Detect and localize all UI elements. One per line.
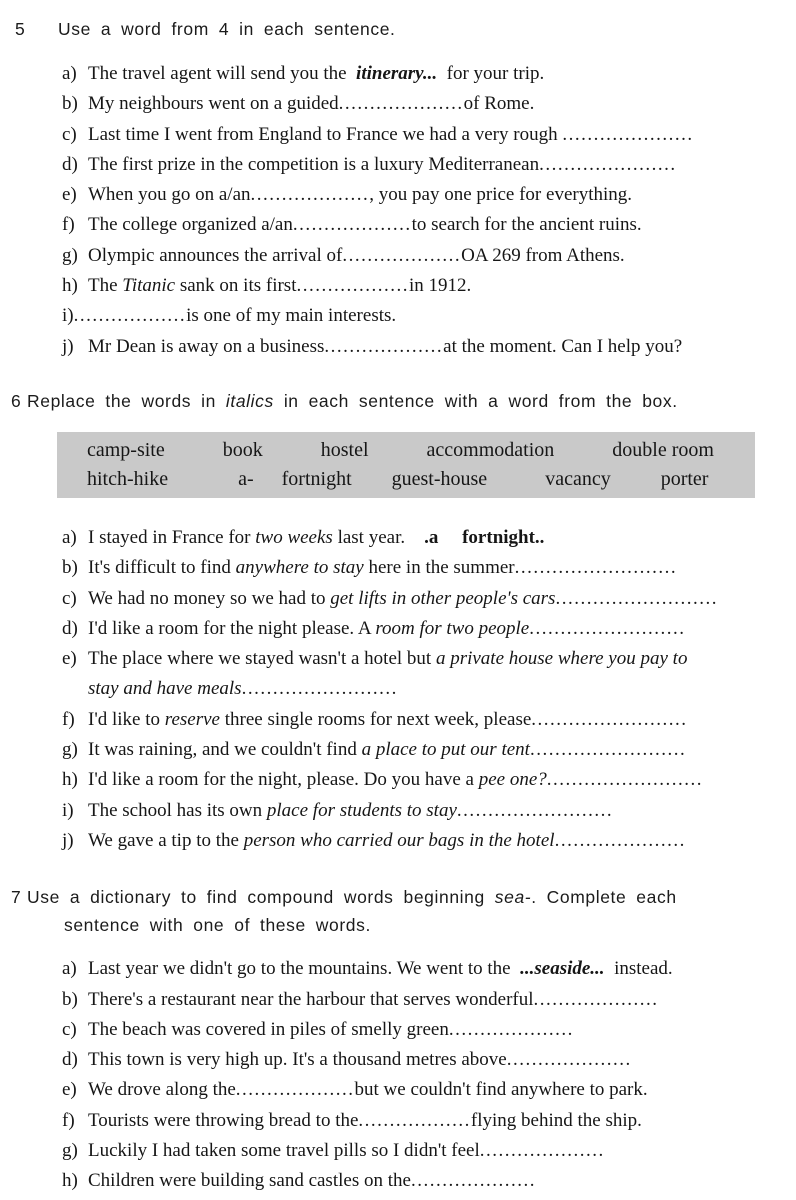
exercise-item (62, 150, 796, 180)
answer-blank-dots: .......................... (514, 557, 678, 579)
exercise-items (62, 954, 796, 1196)
text-segment: to search for the ancient ruins. (411, 214, 642, 236)
item-content (88, 644, 796, 705)
item-line (88, 614, 796, 644)
item-label: f) (62, 214, 75, 236)
item-label: g) (62, 244, 78, 266)
exercise-item (62, 765, 796, 795)
item-line (88, 705, 796, 735)
text-segment: sea- (494, 887, 532, 908)
answer-blank-dots: ......................... (529, 739, 687, 761)
text-segment: I stayed in France for (88, 526, 256, 548)
item-label: b) (62, 93, 78, 115)
word-box-item: fortnight (281, 467, 352, 490)
exercise-item (62, 301, 796, 331)
item-label: i) (62, 305, 74, 327)
answer-blank-dots: ......................... (531, 708, 688, 730)
answer-blank-dots: ......................... (529, 617, 686, 639)
answer-blank-dots: ................... (250, 184, 370, 206)
text-segment: The travel agent will send you the (88, 63, 357, 84)
answer-blank-dots: .................... (479, 1140, 605, 1162)
text-segment: Last time I went from England to France we had a very rough (88, 123, 563, 145)
text-segment: get lifts in other people's cars (330, 587, 556, 609)
item-content (88, 584, 796, 614)
item-label: h) (62, 275, 78, 297)
text-segment: , you pay one price for everything. (369, 184, 633, 206)
word-box-item: camp-site (87, 438, 165, 461)
item-content (88, 1015, 796, 1045)
word-box-item: a- (238, 467, 254, 490)
item-line (88, 1015, 796, 1045)
item-content (88, 271, 796, 301)
item-line (88, 826, 796, 856)
item-content (88, 1075, 796, 1105)
answer-blank-dots: .................. (296, 275, 409, 297)
answer-blank-dots: .................... (506, 1049, 632, 1071)
item-label: e) (62, 184, 77, 206)
text-segment: Last year we didn't go to the mountains. We went to the (88, 958, 521, 980)
answer-blank-dots: .................... (410, 1170, 536, 1192)
word-box-item: hostel (320, 438, 369, 461)
item-label: c) (62, 587, 77, 609)
text-segment: The place where we stayed wasn't a hotel but (88, 648, 436, 670)
answer-text: ...seaside... (520, 958, 605, 980)
text-segment: flying behind the ship. (470, 1109, 642, 1131)
text-segment: The college organized a/an (88, 214, 293, 236)
item-line (88, 765, 796, 795)
item-label: f) (62, 1109, 75, 1131)
item-content (88, 150, 796, 180)
text-segment: Titanic (122, 275, 176, 297)
item-content (88, 705, 796, 735)
exercise-title-line (27, 884, 677, 910)
word-box-item: book (222, 438, 263, 461)
exercise-item (62, 1015, 796, 1045)
text-segment: at the moment. Can I help you? (443, 335, 683, 357)
item-label: e) (62, 648, 77, 670)
text-segment: pee one? (478, 769, 547, 791)
item-content (88, 59, 796, 89)
item-line (88, 150, 796, 180)
item-content (88, 1106, 796, 1136)
item-line (88, 332, 796, 362)
exercise-item (62, 523, 796, 553)
item-label: a) (62, 958, 77, 980)
exercise-item (62, 644, 796, 705)
text-segment: in each sentence with a word from the box. (273, 390, 678, 411)
text-segment: of Rome. (463, 93, 535, 115)
item-line (88, 1136, 796, 1166)
item-line (88, 644, 796, 674)
item-content (88, 241, 796, 271)
word-box (57, 432, 755, 498)
answer-blank-dots: ................... (292, 214, 412, 236)
text-segment: I'd like to (88, 708, 165, 730)
text-segment: Mr Dean is away on a business (88, 335, 325, 357)
text-segment: but we couldn't find anywhere to park. (354, 1079, 648, 1101)
text-segment: I'd like a room for the night, please. Do you have a (88, 769, 479, 791)
exercise-item (62, 332, 796, 362)
answer-blank-dots: ...................... (539, 153, 677, 175)
exercise-title (27, 884, 677, 941)
text-segment: This town is very high up. It's a thousand metres above (88, 1049, 507, 1071)
exercise-item (62, 59, 796, 89)
text-segment: a private house where you pay to (435, 648, 688, 670)
exercise-item (62, 120, 796, 150)
answer-blank-dots: ......................... (456, 799, 614, 821)
item-content (88, 1166, 796, 1196)
answer-blank-dots: .......................... (555, 587, 718, 609)
item-content (88, 1045, 796, 1075)
text-segment: We drove along the (88, 1079, 236, 1101)
exercise-item (62, 584, 796, 614)
text-segment: italics (225, 390, 274, 411)
item-line (88, 241, 796, 271)
item-line (88, 1166, 796, 1196)
item-content (88, 89, 796, 119)
exercise-title-line (58, 16, 396, 42)
item-label: g) (62, 1140, 78, 1162)
answer-blank-dots: .................... (338, 93, 464, 115)
item-line (88, 674, 796, 704)
text-segment: here in the summer (363, 557, 515, 579)
text-segment: We gave a tip to the (88, 829, 244, 851)
exercise-items (62, 523, 796, 856)
item-line (88, 1106, 796, 1136)
answer-blank-dots: ..................... (554, 829, 686, 851)
item-line (88, 553, 796, 583)
item-label: c) (62, 123, 77, 145)
exercise-item (62, 796, 796, 826)
item-label: b) (62, 988, 78, 1010)
exercise-item (62, 553, 796, 583)
word-box-item: accommodation (426, 438, 555, 461)
answer-blank-dots: .................. (73, 305, 187, 327)
item-content (88, 1136, 796, 1166)
item-label: e) (62, 1079, 77, 1101)
exercise-item (62, 241, 796, 271)
item-content (88, 210, 796, 240)
exercise-item (62, 210, 796, 240)
item-line (88, 523, 796, 553)
item-line (88, 735, 796, 765)
text-segment: three single rooms for next week, please (220, 708, 532, 730)
item-content (88, 735, 796, 765)
exercise-item (62, 271, 796, 301)
exercise-6 (0, 388, 796, 856)
text-segment: I'd like a room for the night please. A (88, 617, 376, 639)
item-line (88, 59, 796, 89)
item-content (88, 765, 796, 795)
item-line (88, 89, 796, 119)
exercise-item (62, 705, 796, 735)
item-label: c) (62, 1018, 77, 1040)
text-segment: sank on its first (175, 275, 297, 297)
item-line (88, 1075, 796, 1105)
item-label: b) (62, 557, 78, 579)
item-label: h) (62, 1170, 78, 1192)
item-label: h) (62, 769, 78, 791)
exercise-item (62, 1075, 796, 1105)
text-segment: a place to put our tent (361, 739, 530, 761)
text-segment: place for students to stay (266, 799, 457, 821)
exercise-number: 6 (11, 390, 22, 411)
text-segment: Olympic announces the arrival of (88, 244, 343, 266)
answer-text: .a fortnight.. (424, 526, 545, 548)
item-line (74, 301, 796, 331)
text-segment: The (88, 275, 123, 297)
exercise-number: 7 (11, 887, 22, 908)
text-segment: for your trip. (437, 63, 545, 84)
item-label: d) (62, 1049, 78, 1071)
text-segment: . Complete each (531, 887, 677, 908)
exercise-item (62, 826, 796, 856)
item-label: a) (62, 526, 77, 548)
text-segment: is one of my main interests. (186, 305, 397, 327)
item-label: d) (62, 617, 78, 639)
item-content (88, 120, 796, 150)
text-segment: Tourists were throwing bread to the (88, 1109, 359, 1131)
exercise-5 (0, 16, 796, 362)
exercise-number: 5 (15, 19, 26, 39)
exercise-7 (0, 884, 796, 1196)
exercise-title-line (27, 388, 678, 414)
item-line (88, 271, 796, 301)
item-content (88, 523, 796, 553)
text-segment: person who carried our bags in the hotel (243, 829, 555, 851)
exercise-item (62, 1106, 796, 1136)
exercise-title (58, 16, 396, 42)
text-segment: Luckily I had taken some travel pills so I didn't feel (88, 1140, 480, 1162)
item-label: f) (62, 708, 75, 730)
word-box-row (87, 465, 745, 494)
text-segment: in 1912. (408, 275, 472, 297)
item-content (88, 985, 796, 1015)
text-segment: We had no money so we had to (88, 587, 331, 609)
exercise-item (62, 180, 796, 210)
item-line (88, 954, 796, 984)
text-segment: It was raining, and we couldn't find (88, 739, 362, 761)
word-box-row (87, 436, 745, 465)
text-segment: OA 269 from Athens. (461, 244, 625, 266)
text-segment: reserve (164, 708, 220, 730)
exercise-heading (0, 884, 796, 941)
word-box-item: vacancy (545, 467, 611, 490)
item-content (88, 180, 796, 210)
exercise-item (62, 1166, 796, 1196)
item-content (88, 796, 796, 826)
exercise-item (62, 89, 796, 119)
text-segment: Use a dictionary to find compound words beginning (27, 887, 495, 908)
text-segment: The first prize in the competition is a luxury Mediterranean (88, 153, 540, 175)
text-segment: instead. (604, 958, 673, 980)
item-label: i) (62, 799, 74, 821)
item-content (88, 954, 796, 984)
exercise-heading (0, 388, 796, 414)
answer-blank-dots: ................... (342, 244, 462, 266)
item-content (88, 614, 796, 644)
text-segment: Use a word from 4 in each sentence. (58, 19, 396, 39)
text-segment: stay and have meals (88, 678, 242, 700)
exercise-item (62, 985, 796, 1015)
text-segment: It's difficult to find (88, 557, 236, 579)
item-line (88, 584, 796, 614)
item-label: g) (62, 739, 78, 761)
text-segment: two weeks (255, 526, 333, 548)
exercise-item (62, 1136, 796, 1166)
item-label: j) (62, 829, 74, 851)
text-segment: room for two people (375, 617, 530, 639)
exercise-title-line (64, 910, 677, 941)
item-line (88, 210, 796, 240)
answer-blank-dots: ................... (235, 1079, 355, 1101)
text-segment: last year. (332, 526, 425, 548)
answer-blank-dots: .................... (533, 988, 659, 1010)
text-segment: There's a restaurant near the harbour that serves wonderful (88, 988, 534, 1010)
word-box-item: porter (660, 467, 709, 490)
item-line (88, 1045, 796, 1075)
text-segment: When you go on a/an (88, 184, 251, 206)
item-content (74, 301, 796, 331)
item-line (88, 180, 796, 210)
exercise-item (62, 954, 796, 984)
answer-blank-dots: ..................... (562, 123, 694, 145)
item-content (88, 332, 796, 362)
exercise-items (62, 59, 796, 362)
item-label: d) (62, 153, 78, 175)
item-label: a) (62, 63, 77, 84)
text-segment: sentence with one of these words. (64, 915, 371, 936)
exercise-item (62, 1045, 796, 1075)
text-segment: Replace the words in (27, 390, 226, 411)
item-line (88, 796, 796, 826)
answer-blank-dots: ......................... (241, 678, 398, 700)
exercise-title (27, 388, 678, 414)
text-segment: The school has its own (88, 799, 267, 821)
item-line (88, 120, 796, 150)
answer-blank-dots: ................... (324, 335, 444, 357)
text-segment: My neighbours went on a guided (88, 93, 339, 115)
answer-blank-dots: .................... (448, 1018, 574, 1040)
answer-blank-dots: ......................... (546, 769, 704, 791)
answer-blank-dots: .................. (358, 1109, 471, 1131)
answer-text: itinerary... (356, 63, 438, 84)
exercise-item (62, 614, 796, 644)
text-segment: The beach was covered in piles of smelly green (88, 1018, 449, 1040)
exercise-list (0, 16, 796, 1197)
item-content (88, 553, 796, 583)
item-line (88, 985, 796, 1015)
exercise-item (62, 735, 796, 765)
text-segment: Children were building sand castles on the (88, 1170, 411, 1192)
item-label: j) (62, 335, 74, 357)
text-segment: anywhere to stay (235, 557, 364, 579)
exercise-heading (0, 16, 796, 42)
word-box-item: hitch-hike (87, 467, 169, 490)
word-box-item: guest-house (391, 467, 488, 490)
word-box-item: double room (612, 438, 714, 461)
item-content (88, 826, 796, 856)
